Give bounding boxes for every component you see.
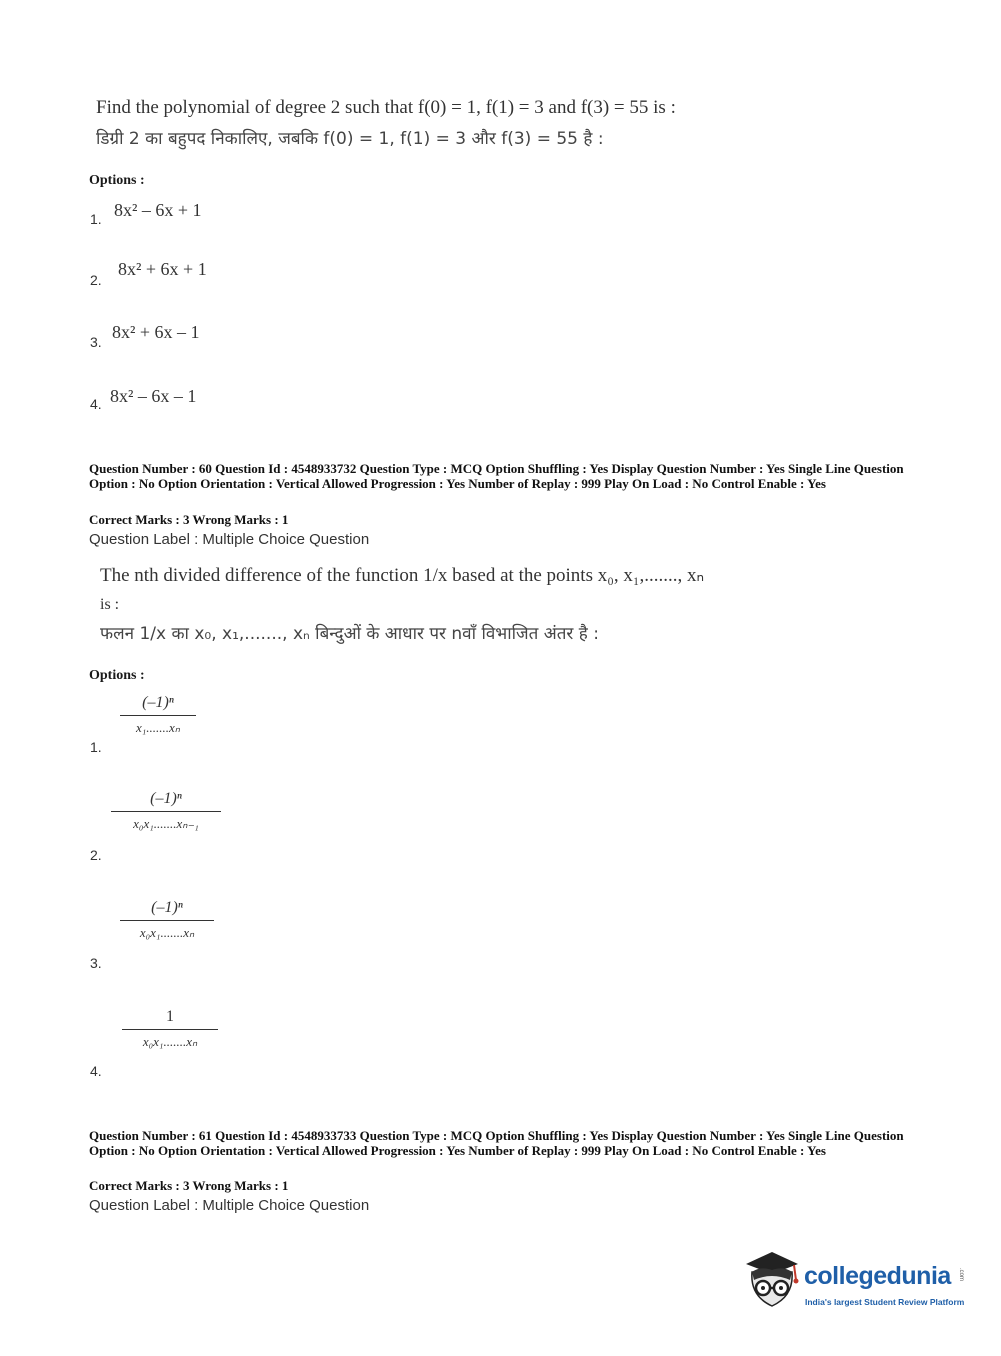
option-number: 1. <box>90 211 102 227</box>
fraction-numerator: (–1)ⁿ <box>150 790 182 807</box>
option-number: 4. <box>90 1063 102 1079</box>
fraction-numerator: (–1)ⁿ <box>151 899 183 916</box>
question-60-text-en-cont: is : <box>100 596 120 613</box>
question-60-text-en: The nth divided difference of the function 1/x based at the points x₀, x₁,......., xₙ <box>100 565 705 586</box>
option-expression[interactable]: 8x² – 6x + 1 <box>114 200 202 220</box>
brand-name: collegedunia <box>804 1262 951 1290</box>
question-60-meta: Question Number : 60 Question Id : 4548933732 Question Type : MCQ Option Shuffling : Yes Display Question Number : Yes Single Line Question Option : No Option Orientation : Vertical Allowed Progression : Yes Number of Replay : 999 Play On Load : No Control Enable : Yes <box>89 461 904 491</box>
question-59-text-en: Find the polynomial of degree 2 such that f(0) = 1, f(1) = 3 and f(3) = 55 is : <box>96 97 676 118</box>
option-fraction[interactable] <box>120 899 214 941</box>
option-number: 2. <box>90 847 102 863</box>
fraction-bar <box>120 920 214 921</box>
option-expression[interactable]: 8x² – 6x – 1 <box>110 386 197 406</box>
question-59-text-hi: डिग्री 2 का बहुपद निकालिए, जबकि f(0) = 1, f(1) = 3 और f(3) = 55 है : <box>96 129 604 149</box>
option-expression[interactable]: 8x² + 6x – 1 <box>112 322 200 342</box>
question-61-marks: Correct Marks : 3 Wrong Marks : 1 <box>89 1178 289 1193</box>
option-fraction[interactable] <box>111 790 221 832</box>
fraction-bar <box>122 1029 218 1030</box>
option-number: 3. <box>90 334 102 350</box>
collegedunia-mascot-icon <box>742 1250 802 1312</box>
option-number: 1. <box>90 739 102 755</box>
brand-suffix: .com <box>958 1268 964 1282</box>
question-60-marks: Correct Marks : 3 Wrong Marks : 1 <box>89 512 289 527</box>
question-60-text-hi: फलन 1/x का x₀, x₁,......., xₙ बिन्दुओं के आधार पर nवाँ विभाजित अंतर है : <box>100 624 599 644</box>
question-60-label: Question Label : Multiple Choice Question <box>89 531 370 548</box>
option-number: 3. <box>90 955 102 971</box>
option-fraction[interactable] <box>120 694 196 736</box>
fraction-numerator: (–1)ⁿ <box>142 694 174 711</box>
fraction-numerator: 1 <box>166 1008 174 1025</box>
fraction-denominator: x₀x₁.......xₙ₋₁ <box>133 816 199 831</box>
option-expression[interactable]: 8x² + 6x + 1 <box>118 259 207 279</box>
options-label: Options : <box>89 173 145 188</box>
fraction-denominator: x₀x₁.......xₙ <box>139 925 195 940</box>
question-61-meta: Question Number : 61 Question Id : 4548933733 Question Type : MCQ Option Shuffling : Yes Display Question Number : Yes Single Line Question Option : No Option Orientation : Vertical Allowed Progression : Yes Number of Replay : 999 Play On Load : No Control Enable : Yes <box>89 1128 904 1158</box>
fraction-denominator: x₀x₁.......xₙ <box>142 1034 198 1049</box>
fraction-denominator: x₁.......xₙ <box>136 720 180 735</box>
option-number: 4. <box>90 396 102 412</box>
question-61-label: Question Label : Multiple Choice Question <box>89 1197 370 1214</box>
fraction-bar <box>111 811 221 812</box>
option-number: 2. <box>90 272 102 288</box>
option-fraction[interactable] <box>122 1008 218 1050</box>
fraction-bar <box>120 715 196 716</box>
options-label: Options : <box>89 668 145 683</box>
brand-tagline: India's largest Student Review Platform <box>805 1297 965 1307</box>
